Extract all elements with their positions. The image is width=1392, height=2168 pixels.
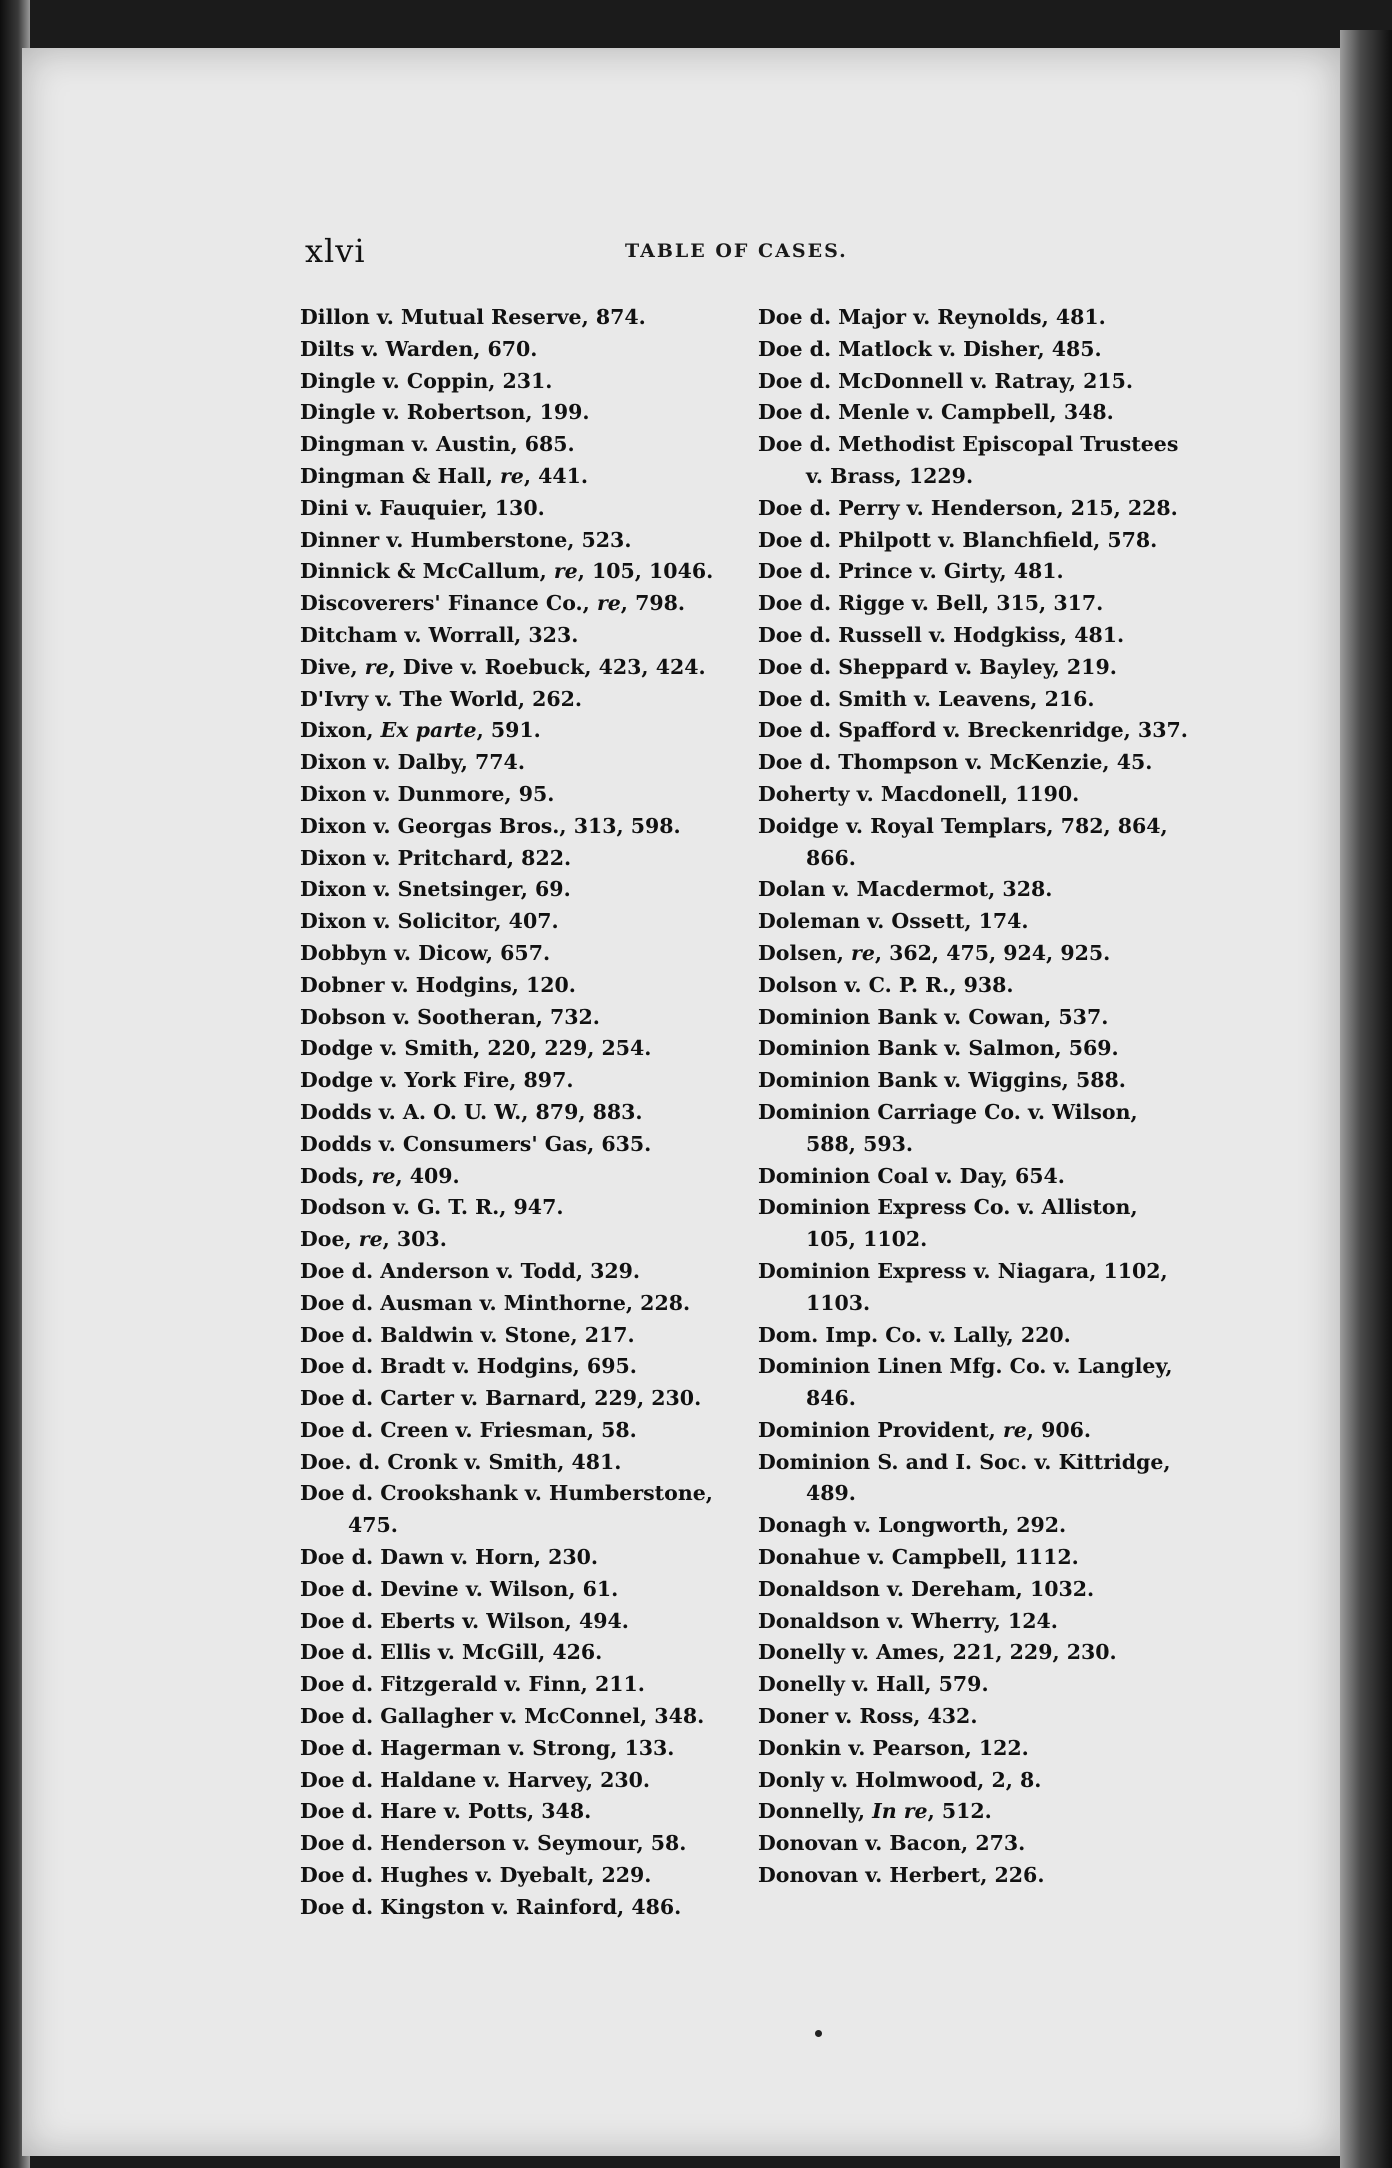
case-entry [758, 1161, 1188, 1193]
case-entry [758, 429, 1188, 493]
case-entry [300, 1383, 730, 1415]
case-entry-text: Doe d. Russell v. Hodgkiss, 481. [758, 622, 1125, 647]
case-entry [300, 461, 730, 493]
case-entry-text: Dingman v. Austin, 685. [300, 432, 575, 457]
case-entry-text: Doe d. Henderson v. Seymour, 58. [300, 1831, 687, 1856]
case-entry [300, 1478, 730, 1542]
case-entry-text: Dominion Provident, [758, 1417, 1003, 1442]
case-entry [758, 970, 1188, 1002]
case-entry-text: Dolsen, [758, 940, 852, 965]
case-entry-text: Doe d. Dawn v. Horn, 230. [300, 1545, 599, 1570]
case-entry [758, 493, 1188, 525]
case-entry-text: Dixon v. Georgas Bros., 313, 598. [300, 813, 681, 838]
case-entry-text: Dodge v. Smith, 220, 229, 254. [300, 1036, 652, 1061]
case-entry [300, 1892, 730, 1924]
case-entry-text: Doe d. Gallagher v. McConnel, 348. [300, 1704, 705, 1729]
case-entry-text: Doe d. Devine v. Wilson, 61. [300, 1576, 619, 1601]
case-entry-text: Dini v. Fauquier, 130. [300, 495, 545, 520]
case-entry-text: Donaldson v. Dereham, 1032. [758, 1576, 1095, 1601]
case-entry [300, 906, 730, 938]
case-entry-text: Dingle v. Coppin, 231. [300, 368, 553, 393]
page-shadow-edge [1340, 30, 1392, 2168]
case-entry [758, 1351, 1188, 1415]
case-entry-text: , 512. [927, 1799, 992, 1824]
case-entry [758, 874, 1188, 906]
case-entry [758, 556, 1188, 588]
case-entry-text: Donagh v. Longworth, 292. [758, 1513, 1067, 1538]
case-entry-text: Dinner v. Humberstone, 523. [300, 527, 632, 552]
page-header [305, 232, 1065, 272]
case-entry [758, 1637, 1188, 1669]
case-entry-text: , 798. [620, 591, 685, 616]
case-entry-text: Dixon v. Dalby, 774. [300, 750, 525, 775]
case-entry-text: Doe d. Menle v. Campbell, 348. [758, 400, 1114, 425]
case-entry [758, 1701, 1188, 1733]
case-entry [300, 1415, 730, 1447]
case-entry [300, 1447, 730, 1479]
case-entry [758, 1447, 1188, 1511]
case-entry-text: Doidge v. Royal Templars, 782, 864, 866. [758, 813, 1168, 870]
case-entry-text: Dominion Bank v. Wiggins, 588. [758, 1068, 1126, 1093]
case-entry-text: Doe d. Prince v. Girty, 481. [758, 559, 1064, 584]
case-entry-text: , 303. [382, 1227, 447, 1252]
case-entry [300, 779, 730, 811]
case-entry-text: D'Ivry v. The World, 262. [300, 686, 583, 711]
case-entry-text: Ditcham v. Worrall, 323. [300, 622, 579, 647]
case-entry-text: Dominion S. and I. Soc. v. Kittridge, 489. [758, 1449, 1171, 1506]
case-entry-text: Doe, [300, 1227, 359, 1252]
case-entry [300, 1637, 730, 1669]
case-entry [758, 1796, 1188, 1828]
case-entry-text: Doe d. Carter v. Barnard, 229, 230. [300, 1386, 702, 1411]
case-entry [758, 747, 1188, 779]
case-entry [300, 1542, 730, 1574]
case-entry-text: Doe d. Rigge v. Bell, 315, 317. [758, 591, 1104, 616]
case-entry [300, 811, 730, 843]
case-entry-text: Doe d. Perry v. Henderson, 215, 228. [758, 495, 1178, 520]
case-entry [300, 334, 730, 366]
case-entry [300, 1256, 730, 1288]
case-entry [758, 811, 1188, 875]
case-entry-text: , 591. [476, 718, 541, 743]
case-entry-text: Doe d. Crookshank v. Humberstone, 475. [300, 1481, 713, 1538]
case-entry-text: , 409. [395, 1163, 460, 1188]
case-entry-text: Doe d. Thompson v. McKenzie, 45. [758, 750, 1153, 775]
case-entry [300, 652, 730, 684]
case-entry [758, 1606, 1188, 1638]
case-entry [758, 779, 1188, 811]
case-entry-text: Dominion Express v. Niagara, 1102, 1103. [758, 1258, 1168, 1315]
case-entry-text: Dobner v. Hodgins, 120. [300, 972, 576, 997]
case-entry [758, 366, 1188, 398]
case-entry [300, 366, 730, 398]
case-entry-text: Dominion Express Co. v. Alliston, 105, 1102. [758, 1195, 1138, 1252]
case-entry-italic: re [499, 463, 524, 488]
page-dot-mark [815, 2030, 822, 2037]
case-entry [300, 302, 730, 334]
case-entry [758, 938, 1188, 970]
case-entry-italic: re [364, 654, 389, 679]
case-entry [758, 1574, 1188, 1606]
case-entry [758, 397, 1188, 429]
case-entry [758, 1256, 1188, 1320]
case-entry [758, 334, 1188, 366]
case-entry-text: Doe d. Hare v. Potts, 348. [300, 1799, 592, 1824]
case-entry [758, 588, 1188, 620]
case-entry-text: Doe d. Smith v. Leavens, 216. [758, 686, 1095, 711]
case-entry [758, 715, 1188, 747]
case-entry-text: Dixon v. Pritchard, 822. [300, 845, 572, 870]
case-entry-text: Doe d. Methodist Episcopal Trustees v. Brass, 1229. [758, 432, 1179, 488]
case-entry [300, 588, 730, 620]
case-entry-text: Donkin v. Pearson, 122. [758, 1735, 1029, 1760]
case-entry [300, 843, 730, 875]
case-entry [758, 1320, 1188, 1352]
case-entry-text: Doe d. Anderson v. Todd, 329. [300, 1258, 641, 1283]
case-entry [300, 1860, 730, 1892]
case-entry-text: Dixon, [300, 718, 381, 743]
case-entry [300, 1129, 730, 1161]
case-entry [300, 1002, 730, 1034]
case-entry-text: Donovan v. Herbert, 226. [758, 1863, 1045, 1888]
case-entry [758, 1033, 1188, 1065]
case-entry [300, 684, 730, 716]
case-entry-text: Doherty v. Macdonell, 1190. [758, 781, 1080, 806]
case-entry-text: , 105, 1046. [577, 559, 714, 584]
case-entry [300, 525, 730, 557]
case-entry-text: Doe d. Sheppard v. Bayley, 219. [758, 654, 1117, 679]
case-entry-text: Dolson v. C. P. R., 938. [758, 972, 1014, 997]
page-number: xlvi [305, 232, 366, 270]
case-entry [300, 1669, 730, 1701]
case-entry [758, 1510, 1188, 1542]
case-entry-text: Dingman & Hall, [300, 463, 500, 488]
case-entry [300, 1288, 730, 1320]
case-entry [758, 302, 1188, 334]
case-index-left-column [300, 302, 730, 1924]
case-entry-text: Dillon v. Mutual Reserve, 874. [300, 305, 646, 329]
case-entry-text: Donly v. Holmwood, 2, 8. [758, 1767, 1042, 1792]
case-entry-text: Dodson v. G. T. R., 947. [300, 1195, 564, 1220]
case-entry [300, 938, 730, 970]
case-entry-text: Dominion Bank v. Cowan, 537. [758, 1004, 1109, 1029]
case-entry-text: , Dive v. Roebuck, 423, 424. [388, 654, 706, 679]
case-entry-text: Donahue v. Campbell, 1112. [758, 1545, 1079, 1570]
case-entry [300, 1065, 730, 1097]
case-entry-text: Dods, [300, 1163, 372, 1188]
case-entry-text: Doe d. Kingston v. Rainford, 486. [300, 1894, 682, 1919]
case-entry [300, 1733, 730, 1765]
case-entry-text: Doe d. Fitzgerald v. Finn, 211. [300, 1672, 645, 1697]
case-entry-text: Doe d. Bradt v. Hodgins, 695. [300, 1354, 637, 1379]
case-entry [758, 525, 1188, 557]
case-entry-italic: re [1002, 1417, 1027, 1442]
case-entry [300, 1351, 730, 1383]
case-entry [758, 1828, 1188, 1860]
case-entry [300, 747, 730, 779]
case-entry [758, 1192, 1188, 1256]
case-entry [758, 620, 1188, 652]
case-index-right-column [758, 302, 1188, 1892]
case-entry-text: Dobbyn v. Dicow, 657. [300, 940, 551, 965]
case-entry [758, 1065, 1188, 1097]
case-entry-text: Doe d. Spafford v. Breckenridge, 337. [758, 718, 1188, 743]
case-entry [300, 620, 730, 652]
case-entry-text: Doe d. Baldwin v. Stone, 217. [300, 1322, 635, 1347]
case-entry-text: Discoverers' Finance Co., [300, 591, 597, 616]
case-entry [300, 1796, 730, 1828]
case-entry-italic: re [553, 559, 578, 584]
case-entry-text: Doe d. Ausman v. Minthorne, 228. [300, 1290, 691, 1315]
case-entry-text: , 906. [1026, 1417, 1091, 1442]
case-entry-text: Dominion Bank v. Salmon, 569. [758, 1036, 1119, 1061]
case-entry [300, 1574, 730, 1606]
case-entry [300, 970, 730, 1002]
case-entry-text: Dixon v. Solicitor, 407. [300, 909, 559, 934]
case-entry [758, 684, 1188, 716]
case-entry-text: Doe d. Major v. Reynolds, 481. [758, 305, 1106, 329]
case-entry-italic: re [596, 591, 621, 616]
case-entry-text: Donovan v. Bacon, 273. [758, 1831, 1026, 1856]
case-entry-text: Donelly v. Hall, 579. [758, 1672, 989, 1697]
case-entry-text: Dodge v. York Fire, 897. [300, 1068, 574, 1093]
case-entry-text: Doe d. Ellis v. McGill, 426. [300, 1640, 603, 1665]
case-entry-text: Dominion Linen Mfg. Co. v. Langley, 846. [758, 1354, 1173, 1411]
case-entry-text: Doner v. Ross, 432. [758, 1704, 978, 1729]
case-entry [758, 1669, 1188, 1701]
case-entry-italic: In re [872, 1799, 928, 1824]
case-entry-text: Dominion Coal v. Day, 654. [758, 1163, 1065, 1188]
case-entry [758, 652, 1188, 684]
case-entry [758, 1542, 1188, 1574]
case-entry-text: Doe d. Hagerman v. Strong, 133. [300, 1735, 675, 1760]
case-entry-text: Dominion Carriage Co. v. Wilson, 588, 593. [758, 1099, 1138, 1156]
case-entry-text: Doe d. Philpott v. Blanchfield, 578. [758, 527, 1158, 552]
case-entry-text: Doe d. Hughes v. Dyebalt, 229. [300, 1863, 652, 1888]
case-entry-italic: re [851, 940, 875, 965]
case-entry-text: Doe. d. Cronk v. Smith, 481. [300, 1449, 622, 1474]
case-entry-text: Doe d. Creen v. Friesman, 58. [300, 1417, 637, 1442]
case-entry-text: , 362, 475, 924, 925. [874, 940, 1111, 965]
case-entry [300, 1192, 730, 1224]
case-entry [758, 1097, 1188, 1161]
case-entry [758, 906, 1188, 938]
case-entry-text: , 441. [523, 463, 589, 488]
case-entry [300, 493, 730, 525]
case-entry [300, 1033, 730, 1065]
case-entry [758, 1765, 1188, 1797]
case-entry [758, 1860, 1188, 1892]
case-entry [300, 1320, 730, 1352]
case-entry [758, 1002, 1188, 1034]
case-entry-text: Dixon v. Dunmore, 95. [300, 781, 555, 806]
case-entry [300, 1701, 730, 1733]
case-entry-text: Dinnick & McCallum, [300, 559, 554, 584]
case-entry [758, 1733, 1188, 1765]
running-title: TABLE OF CASES. [625, 240, 848, 262]
case-entry-text: Doe d. McDonnell v. Ratray, 215. [758, 368, 1134, 393]
case-entry-text: Donaldson v. Wherry, 124. [758, 1608, 1058, 1633]
case-entry-text: Dom. Imp. Co. v. Lally, 220. [758, 1322, 1071, 1347]
case-entry [300, 556, 730, 588]
case-entry-text: Dingle v. Robertson, 199. [300, 400, 590, 425]
case-entry [300, 1097, 730, 1129]
case-entry-text: Dolan v. Macdermot, 328. [758, 877, 1053, 902]
case-entry [758, 1415, 1188, 1447]
case-entry-text: Dodds v. A. O. U. W., 879, 883. [300, 1099, 643, 1124]
case-entry [300, 1828, 730, 1860]
case-entry-italic: re [371, 1163, 396, 1188]
case-entry [300, 1224, 730, 1256]
case-entry [300, 429, 730, 461]
case-entry-text: Doe d. Matlock v. Disher, 485. [758, 336, 1102, 361]
case-entry-text: Dodds v. Consumers' Gas, 635. [300, 1131, 652, 1156]
case-entry-italic: re [358, 1227, 383, 1252]
case-entry [300, 715, 730, 747]
case-entry [300, 874, 730, 906]
case-entry-italic: Ex parte [380, 718, 477, 743]
case-entry [300, 1606, 730, 1638]
case-entry-text: Dive, [300, 654, 365, 679]
case-entry-text: Donnelly, [758, 1799, 873, 1824]
case-entry-text: Dobson v. Sootheran, 732. [300, 1004, 600, 1029]
case-entry-text: Dixon v. Snetsinger, 69. [300, 877, 571, 902]
case-entry-text: Doe d. Eberts v. Wilson, 494. [300, 1608, 629, 1633]
case-entry [300, 397, 730, 429]
case-entry-text: Dilts v. Warden, 670. [300, 336, 538, 361]
case-entry-text: Donelly v. Ames, 221, 229, 230. [758, 1640, 1117, 1665]
case-entry-text: Doe d. Haldane v. Harvey, 230. [300, 1767, 651, 1792]
case-entry-text: Doleman v. Ossett, 174. [758, 909, 1029, 934]
case-entry [300, 1161, 730, 1193]
case-entry [300, 1765, 730, 1797]
